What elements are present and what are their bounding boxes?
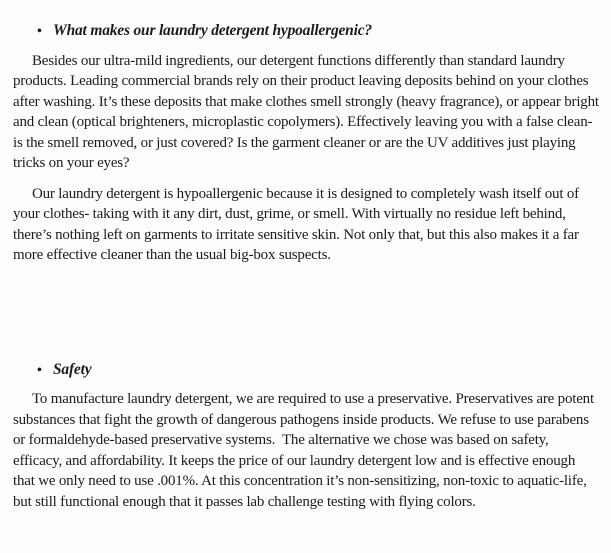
bullet-icon: •	[37, 362, 42, 378]
bullet-heading-hypoallergenic	[13, 21, 600, 43]
section-heading: What makes our laundry detergent hypoallergenic?	[53, 22, 372, 39]
blank-space	[13, 276, 600, 360]
bullet-heading-safety	[13, 360, 600, 382]
bullet-icon: •	[37, 24, 42, 39]
paragraph: To manufacture laundry detergent, we are required to use a preservative. Preservatives are potent substances that fight the growth of dangerous pathogens inside products. We refuse to use parabens or formaldehyde-based preservative systems. The alternative we chose was based on safety, efficacy, and affordability. It keeps the price of our laundry detergent low and is effective enough that we only need to use .001%. At this concentration it’s non-sensitizing, non-toxic to aquatic-life, but still functional enough that it passes lab challenge testing with flying colors.	[13, 391, 598, 510]
section-heading: Safety	[53, 360, 92, 378]
paragraph: Besides our ultra-mild ingredients, our detergent functions differently than standard laundry products. Leading commercial brands rely on their product leaving deposits behind on your clothes after washing. It’s these deposits that make clothes smell strongly (heavy fragrance), or appear bright and clean (optical brighteners, microplastic copolymers). Effectively leaving you with a false clean- is the smell removed, or just covered? Is the garment cleaner or are the UV additives just playing tricks on your eyes?	[13, 52, 603, 171]
paragraph: Our laundry detergent is hypoallergenic because it is designed to completely wash itself out of your clothes- taking with it any dirt, dust, grime, or smell. With virtually no residue left behind, there’s nothing left on garments to irritate sensitive skin. Not only that, but this also makes it a far more effective cleaner than the usual big-box suspects.	[13, 185, 583, 263]
